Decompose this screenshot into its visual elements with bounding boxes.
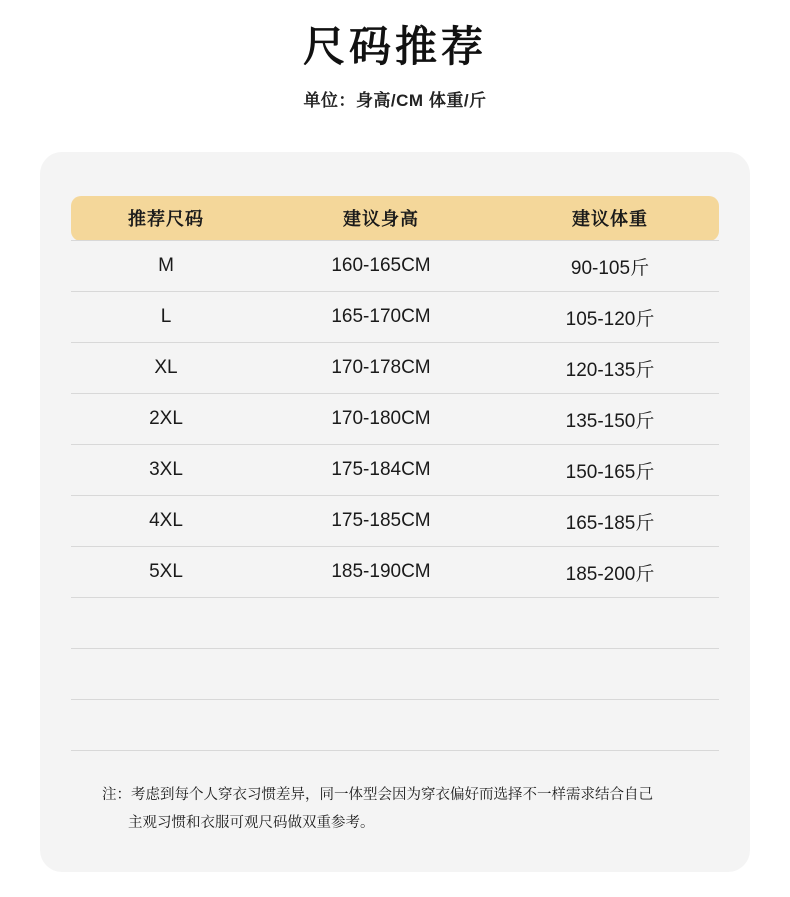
cell-empty xyxy=(501,700,719,751)
cell-empty xyxy=(501,598,719,649)
cell-size: XL xyxy=(71,343,261,394)
units-value: 身高/CM 体重/斤 xyxy=(355,91,487,111)
note-text xyxy=(102,782,722,837)
size-table-wrapper xyxy=(71,196,719,751)
size-table xyxy=(71,196,719,751)
cell-weight: 185-200斤 xyxy=(501,547,719,598)
cell-weight: 135-150斤 xyxy=(501,394,719,445)
cell-height: 185-190CM xyxy=(261,547,501,598)
table-header xyxy=(71,196,719,241)
cell-weight: 105-120斤 xyxy=(501,292,719,343)
cell-empty xyxy=(71,598,261,649)
table-row-empty xyxy=(71,700,719,751)
table-row xyxy=(71,445,719,496)
cell-empty xyxy=(261,649,501,700)
cell-height: 175-185CM xyxy=(261,496,501,547)
units-subtitle xyxy=(0,86,790,111)
page-header xyxy=(0,0,790,111)
cell-size: 4XL xyxy=(71,496,261,547)
cell-height: 175-184CM xyxy=(261,445,501,496)
table-body xyxy=(71,241,719,751)
cell-weight: 150-165斤 xyxy=(501,445,719,496)
cell-height: 170-180CM xyxy=(261,394,501,445)
table-row xyxy=(71,292,719,343)
table-row xyxy=(71,241,719,292)
cell-height: 160-165CM xyxy=(261,241,501,292)
cell-size: L xyxy=(71,292,261,343)
cell-empty xyxy=(71,700,261,751)
cell-weight: 120-135斤 xyxy=(501,343,719,394)
column-header-weight: 建议体重 xyxy=(501,196,719,241)
cell-empty xyxy=(71,649,261,700)
table-row xyxy=(71,547,719,598)
note-line-1: 注：考虑到每个人穿衣习惯差异，同一体型会因为穿衣偏好而选择不一样需求结合自己 xyxy=(102,787,653,803)
cell-empty xyxy=(261,700,501,751)
cell-height: 170-178CM xyxy=(261,343,501,394)
cell-weight: 165-185斤 xyxy=(501,496,719,547)
size-chart-card xyxy=(40,152,750,872)
cell-size: 3XL xyxy=(71,445,261,496)
cell-size: 2XL xyxy=(71,394,261,445)
cell-weight: 90-105斤 xyxy=(501,241,719,292)
table-header-row xyxy=(71,196,719,241)
column-header-height: 建议身高 xyxy=(261,196,501,241)
table-row xyxy=(71,394,719,445)
column-header-size: 推荐尺码 xyxy=(71,196,261,241)
page-title: 尺码推荐 xyxy=(302,23,487,70)
cell-size: M xyxy=(71,241,261,292)
table-row xyxy=(71,343,719,394)
cell-empty xyxy=(501,649,719,700)
cell-size: 5XL xyxy=(71,547,261,598)
units-prefix: 单位： xyxy=(303,91,356,111)
cell-empty xyxy=(261,598,501,649)
table-row xyxy=(71,496,719,547)
cell-height: 165-170CM xyxy=(261,292,501,343)
note-line-2: 主观习惯和衣服可观尺码做双重参考。 xyxy=(128,814,375,831)
table-row-empty xyxy=(71,598,719,649)
table-row-empty xyxy=(71,649,719,700)
